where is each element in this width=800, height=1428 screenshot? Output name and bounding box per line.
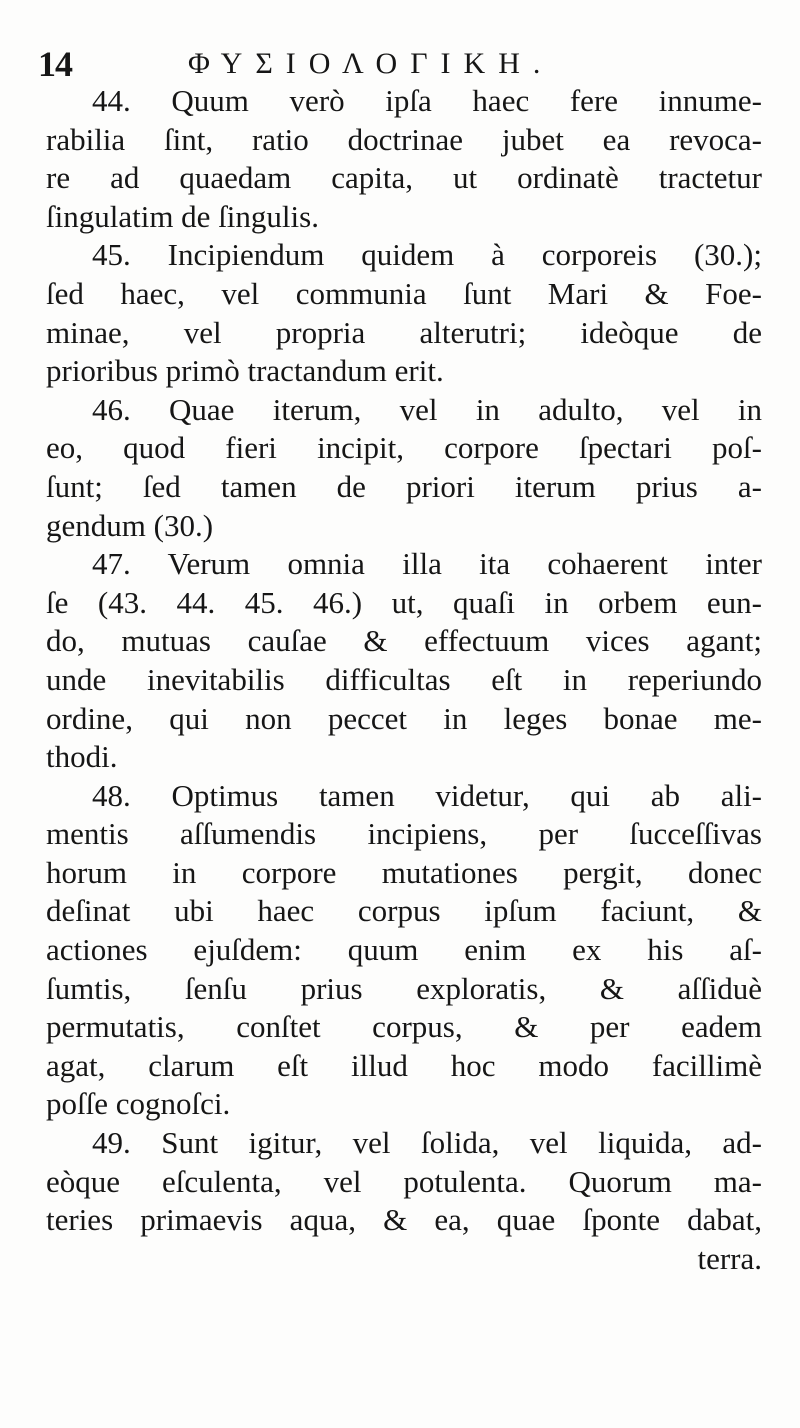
paragraph-first-line: 44. Quum verò ipſa haec fere innume- (92, 83, 762, 118)
text-line: ſed haec, vel communia ſunt Mari & Foe- (46, 275, 762, 311)
text-line: unde inevitabilis difficultas eſt in reperiundo (46, 661, 762, 697)
text-line: actiones ejuſdem: quum enim ex his aſ- (46, 932, 762, 968)
text-line: minae, vel propria alterutri; ideòque de (46, 314, 762, 350)
text-line: eòque eſculenta, vel potulenta. Quorum ma- (46, 1163, 762, 1199)
text-line: re ad quaedam capita, ut ordinatè tractetur (46, 160, 762, 196)
page-number: 14 (38, 44, 72, 84)
text-line: ſumtis, ſenſu prius exploratis, & aſſiduè (46, 970, 762, 1006)
paragraph-first-line: 45. Incipiendum quidem à corporeis (30.); (92, 237, 762, 273)
text-line: gendum (30.) (46, 507, 214, 543)
text-line: mentis aſſumendis incipiens, per ſucceſſivas (46, 816, 762, 852)
text-line: ſe (43. 44. 45. 46.) ut, quaſi in orbem eun- (46, 584, 762, 620)
page-header (38, 40, 758, 88)
body-text (46, 82, 762, 1278)
paragraph-first-line: 48. Optimus tamen videtur, qui ab ali- (92, 777, 762, 813)
text-line: eo, quod fieri incipit, corpore ſpectari poſ- (46, 430, 762, 466)
text-line: rabilia ſint, ratio doctrinae jubet ea revoca- (46, 121, 762, 157)
text-line: agat, clarum eſt illud hoc modo facillimè (46, 1047, 762, 1083)
text-line: terra. (697, 1240, 762, 1276)
text-line: prioribus primò tractandum erit. (46, 353, 444, 389)
text-line: do, mutuas cauſae & effectuum vices agant; (46, 623, 762, 659)
text-line: thodi. (46, 739, 118, 775)
text-line: poſſe cognoſci. (46, 1086, 231, 1122)
paragraph-first-line: 47. Verum omnia illa ita cohaerent inter (92, 546, 762, 582)
running-title: ΦΥΣΙΟΛΟΓΙΚΗ. (188, 47, 554, 80)
text-line: teries primaevis aqua, & ea, quae ſponte dabat, (46, 1202, 762, 1238)
paragraph-first-line: 49. Sunt igitur, vel ſolida, vel liquida, ad- (92, 1125, 762, 1161)
text-line: ſunt; ſed tamen de priori iterum prius a- (46, 468, 762, 504)
paragraph-first-line: 46. Quae iterum, vel in adulto, vel in (92, 391, 762, 427)
text-line: ordine, qui non peccet in leges bonae me- (46, 700, 762, 736)
text-line: horum in corpore mutationes pergit, donec (46, 854, 762, 890)
text-line: ſingulatim de ſingulis. (46, 198, 319, 234)
text-line: permutatis, conſtet corpus, & per eadem (46, 1009, 762, 1045)
text-line: deſinat ubi haec corpus ipſum faciunt, & (46, 893, 762, 929)
